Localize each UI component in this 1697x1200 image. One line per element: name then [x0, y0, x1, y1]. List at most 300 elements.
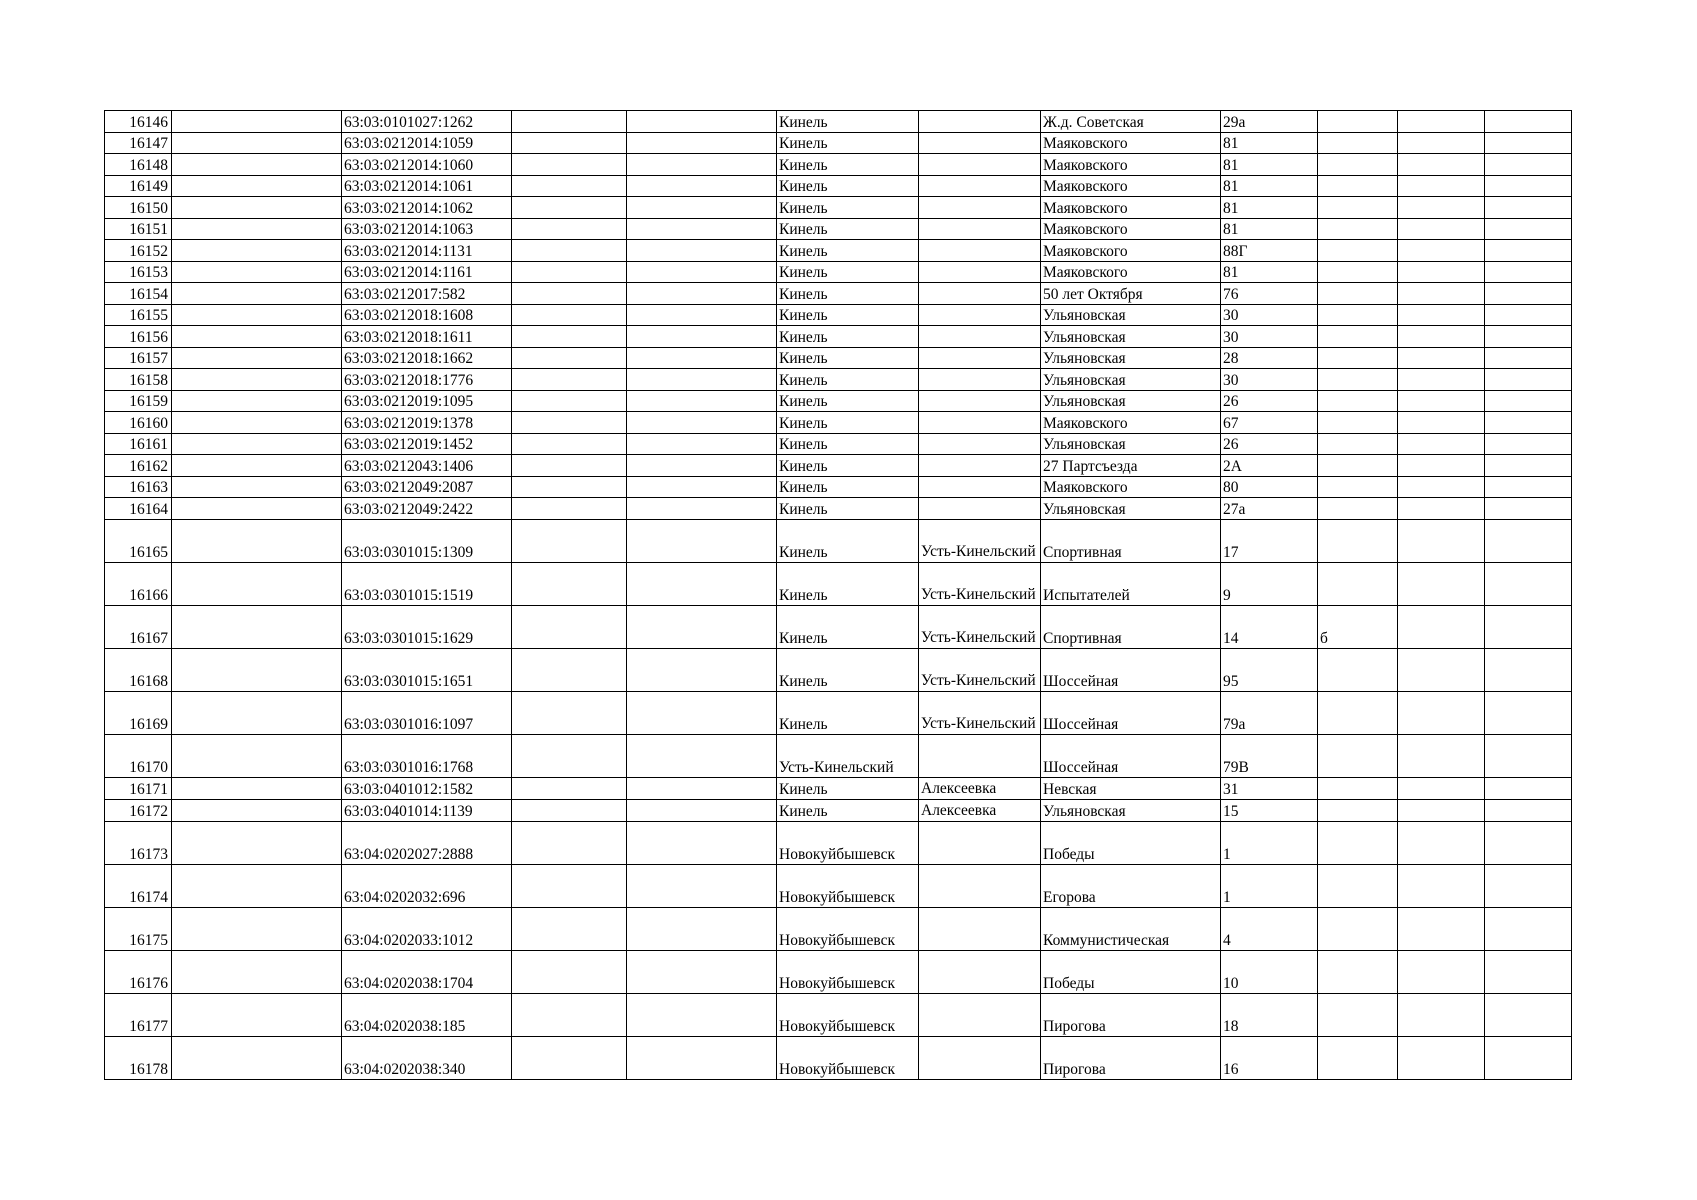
- extra-cell: [1318, 476, 1398, 498]
- extra-cell: [1318, 498, 1398, 520]
- row-number: 16167: [105, 605, 172, 648]
- empty-cell: [1485, 907, 1572, 950]
- table-row: [105, 950, 1572, 993]
- cadastral-number: 63:03:0212014:1059: [342, 132, 512, 154]
- empty-cell: [627, 562, 777, 605]
- empty-cell: [627, 476, 777, 498]
- cadastral-number: 63:04:0202038:185: [342, 993, 512, 1036]
- table-row: [105, 433, 1572, 455]
- extra-cell: [1318, 218, 1398, 240]
- empty-cell: [627, 283, 777, 305]
- empty-cell: [1398, 498, 1485, 520]
- empty-cell: [627, 734, 777, 777]
- cadastral-number: 63:03:0301016:1768: [342, 734, 512, 777]
- extra-cell: [1318, 412, 1398, 434]
- street-cell: Маяковского: [1041, 132, 1221, 154]
- empty-cell: [1398, 691, 1485, 734]
- row-number: 16175: [105, 907, 172, 950]
- street-cell: Шоссейная: [1041, 734, 1221, 777]
- city-cell: Кинель: [777, 132, 919, 154]
- empty-cell: [627, 347, 777, 369]
- empty-cell: [512, 304, 627, 326]
- house-cell: 30: [1221, 369, 1318, 391]
- extra-cell: [1318, 562, 1398, 605]
- row-number: 16157: [105, 347, 172, 369]
- house-cell: 30: [1221, 326, 1318, 348]
- house-cell: 27а: [1221, 498, 1318, 520]
- empty-cell: [1398, 734, 1485, 777]
- empty-cell: [172, 799, 342, 821]
- empty-cell: [627, 412, 777, 434]
- row-number: 16146: [105, 111, 172, 133]
- city-cell: Кинель: [777, 498, 919, 520]
- street-cell: Маяковского: [1041, 197, 1221, 219]
- locality-cell: [919, 347, 1041, 369]
- city-cell: Новокуйбышевск: [777, 864, 919, 907]
- empty-cell: [172, 240, 342, 262]
- street-cell: Ж.д. Советская: [1041, 111, 1221, 133]
- empty-cell: [627, 950, 777, 993]
- empty-cell: [1485, 175, 1572, 197]
- empty-cell: [1398, 993, 1485, 1036]
- city-cell: Кинель: [777, 326, 919, 348]
- street-cell: Спортивная: [1041, 605, 1221, 648]
- house-cell: 17: [1221, 519, 1318, 562]
- city-cell: Кинель: [777, 412, 919, 434]
- empty-cell: [1485, 734, 1572, 777]
- cadastral-number: 63:03:0101027:1262: [342, 111, 512, 133]
- empty-cell: [172, 304, 342, 326]
- empty-cell: [1485, 283, 1572, 305]
- empty-cell: [1398, 648, 1485, 691]
- empty-cell: [627, 240, 777, 262]
- empty-cell: [627, 864, 777, 907]
- empty-cell: [512, 154, 627, 176]
- cadastral-number: 63:03:0212014:1161: [342, 261, 512, 283]
- empty-cell: [627, 799, 777, 821]
- house-cell: 28: [1221, 347, 1318, 369]
- empty-cell: [172, 111, 342, 133]
- locality-cell: Усть-Кинельский: [919, 691, 1041, 734]
- table-row: [105, 175, 1572, 197]
- extra-cell: [1318, 691, 1398, 734]
- empty-cell: [1485, 304, 1572, 326]
- locality-cell: [919, 304, 1041, 326]
- row-number: 16156: [105, 326, 172, 348]
- empty-cell: [172, 777, 342, 799]
- empty-cell: [627, 498, 777, 520]
- city-cell: Кинель: [777, 562, 919, 605]
- extra-cell: [1318, 132, 1398, 154]
- empty-cell: [512, 907, 627, 950]
- empty-cell: [1485, 519, 1572, 562]
- locality-cell: Алексеевка: [919, 777, 1041, 799]
- empty-cell: [512, 562, 627, 605]
- empty-cell: [1398, 154, 1485, 176]
- street-cell: Испытателей: [1041, 562, 1221, 605]
- empty-cell: [172, 261, 342, 283]
- empty-cell: [1398, 799, 1485, 821]
- row-number: 16168: [105, 648, 172, 691]
- empty-cell: [1398, 1036, 1485, 1079]
- cadastral-number: 63:03:0212019:1095: [342, 390, 512, 412]
- street-cell: Маяковского: [1041, 154, 1221, 176]
- city-cell: Кинель: [777, 283, 919, 305]
- cadastral-number: 63:03:0301015:1309: [342, 519, 512, 562]
- empty-cell: [512, 261, 627, 283]
- row-number: 16176: [105, 950, 172, 993]
- empty-cell: [172, 864, 342, 907]
- extra-cell: [1318, 907, 1398, 950]
- empty-cell: [172, 821, 342, 864]
- house-cell: 67: [1221, 412, 1318, 434]
- city-cell: Новокуйбышевск: [777, 821, 919, 864]
- empty-cell: [172, 175, 342, 197]
- empty-cell: [1485, 605, 1572, 648]
- locality-cell: [919, 950, 1041, 993]
- row-number: 16151: [105, 218, 172, 240]
- empty-cell: [627, 261, 777, 283]
- cadastral-number: 63:03:0212014:1061: [342, 175, 512, 197]
- empty-cell: [512, 821, 627, 864]
- empty-cell: [1398, 412, 1485, 434]
- empty-cell: [512, 240, 627, 262]
- street-cell: Коммунистическая: [1041, 907, 1221, 950]
- empty-cell: [1485, 347, 1572, 369]
- cadastral-number: 63:03:0301015:1651: [342, 648, 512, 691]
- extra-cell: [1318, 347, 1398, 369]
- extra-cell: [1318, 304, 1398, 326]
- city-cell: Кинель: [777, 261, 919, 283]
- cadastral-number: 63:03:0212018:1611: [342, 326, 512, 348]
- empty-cell: [1485, 498, 1572, 520]
- street-cell: Победы: [1041, 821, 1221, 864]
- city-cell: Кинель: [777, 605, 919, 648]
- cadastral-number: 63:03:0401014:1139: [342, 799, 512, 821]
- house-cell: 30: [1221, 304, 1318, 326]
- cadastral-number: 63:03:0212018:1608: [342, 304, 512, 326]
- extra-cell: [1318, 326, 1398, 348]
- empty-cell: [512, 519, 627, 562]
- empty-cell: [512, 648, 627, 691]
- empty-cell: [627, 218, 777, 240]
- extra-cell: [1318, 240, 1398, 262]
- empty-cell: [627, 605, 777, 648]
- city-cell: Кинель: [777, 154, 919, 176]
- empty-cell: [627, 390, 777, 412]
- cadastral-number: 63:03:0212017:582: [342, 283, 512, 305]
- empty-cell: [512, 347, 627, 369]
- extra-cell: [1318, 283, 1398, 305]
- city-cell: Кинель: [777, 648, 919, 691]
- empty-cell: [627, 993, 777, 1036]
- extra-cell: [1318, 734, 1398, 777]
- empty-cell: [1398, 864, 1485, 907]
- empty-cell: [172, 950, 342, 993]
- empty-cell: [1485, 326, 1572, 348]
- city-cell: Новокуйбышевск: [777, 993, 919, 1036]
- city-cell: Кинель: [777, 433, 919, 455]
- empty-cell: [512, 799, 627, 821]
- locality-cell: [919, 369, 1041, 391]
- empty-cell: [172, 154, 342, 176]
- row-number: 16169: [105, 691, 172, 734]
- empty-cell: [512, 132, 627, 154]
- table-row: [105, 412, 1572, 434]
- street-cell: Пирогова: [1041, 1036, 1221, 1079]
- cadastral-number: 63:03:0212014:1063: [342, 218, 512, 240]
- row-number: 16147: [105, 132, 172, 154]
- empty-cell: [1485, 261, 1572, 283]
- empty-cell: [627, 777, 777, 799]
- empty-cell: [1485, 369, 1572, 391]
- empty-cell: [1398, 111, 1485, 133]
- table-row: [105, 154, 1572, 176]
- street-cell: Ульяновская: [1041, 347, 1221, 369]
- house-cell: 4: [1221, 907, 1318, 950]
- empty-cell: [1485, 240, 1572, 262]
- house-cell: 79а: [1221, 691, 1318, 734]
- city-cell: Кинель: [777, 691, 919, 734]
- street-cell: Маяковского: [1041, 476, 1221, 498]
- cadastral-number: 63:03:0212049:2422: [342, 498, 512, 520]
- table-row: [105, 799, 1572, 821]
- empty-cell: [1398, 347, 1485, 369]
- empty-cell: [1398, 390, 1485, 412]
- house-cell: 26: [1221, 433, 1318, 455]
- extra-cell: [1318, 261, 1398, 283]
- table-row: [105, 240, 1572, 262]
- empty-cell: [512, 218, 627, 240]
- empty-cell: [172, 132, 342, 154]
- empty-cell: [627, 519, 777, 562]
- cadastral-number: 63:03:0212014:1060: [342, 154, 512, 176]
- locality-cell: [919, 734, 1041, 777]
- empty-cell: [1485, 154, 1572, 176]
- table-row: [105, 1036, 1572, 1079]
- house-cell: 81: [1221, 218, 1318, 240]
- cadastral-number: 63:04:0202032:696: [342, 864, 512, 907]
- table-row: [105, 648, 1572, 691]
- empty-cell: [627, 691, 777, 734]
- locality-cell: [919, 907, 1041, 950]
- row-number: 16171: [105, 777, 172, 799]
- empty-cell: [512, 605, 627, 648]
- locality-cell: [919, 412, 1041, 434]
- city-cell: Кинель: [777, 240, 919, 262]
- locality-cell: [919, 240, 1041, 262]
- empty-cell: [172, 347, 342, 369]
- empty-cell: [512, 175, 627, 197]
- empty-cell: [627, 369, 777, 391]
- house-cell: 2А: [1221, 455, 1318, 477]
- table-body: [105, 111, 1572, 1080]
- street-cell: Ульяновская: [1041, 326, 1221, 348]
- locality-cell: [919, 111, 1041, 133]
- cadastral-number: 63:03:0212019:1378: [342, 412, 512, 434]
- table-row: [105, 476, 1572, 498]
- locality-cell: Усть-Кинельский: [919, 519, 1041, 562]
- empty-cell: [627, 455, 777, 477]
- extra-cell: [1318, 950, 1398, 993]
- empty-cell: [512, 433, 627, 455]
- empty-cell: [512, 390, 627, 412]
- empty-cell: [627, 304, 777, 326]
- row-number: 16164: [105, 498, 172, 520]
- empty-cell: [627, 154, 777, 176]
- city-cell: Кинель: [777, 304, 919, 326]
- empty-cell: [1485, 562, 1572, 605]
- row-number: 16158: [105, 369, 172, 391]
- locality-cell: [919, 455, 1041, 477]
- street-cell: Невская: [1041, 777, 1221, 799]
- street-cell: Маяковского: [1041, 412, 1221, 434]
- extra-cell: [1318, 433, 1398, 455]
- empty-cell: [1398, 304, 1485, 326]
- locality-cell: Усть-Кинельский: [919, 605, 1041, 648]
- city-cell: Усть-Кинельский: [777, 734, 919, 777]
- extra-cell: [1318, 648, 1398, 691]
- empty-cell: [1485, 648, 1572, 691]
- empty-cell: [1398, 283, 1485, 305]
- house-cell: 9: [1221, 562, 1318, 605]
- empty-cell: [172, 562, 342, 605]
- city-cell: Кинель: [777, 111, 919, 133]
- empty-cell: [1398, 562, 1485, 605]
- empty-cell: [172, 907, 342, 950]
- locality-cell: [919, 433, 1041, 455]
- house-cell: 79В: [1221, 734, 1318, 777]
- empty-cell: [512, 691, 627, 734]
- locality-cell: [919, 154, 1041, 176]
- cadastral-number: 63:03:0212043:1406: [342, 455, 512, 477]
- empty-cell: [627, 821, 777, 864]
- table-row: [105, 132, 1572, 154]
- city-cell: Кинель: [777, 455, 919, 477]
- street-cell: Ульяновская: [1041, 433, 1221, 455]
- locality-cell: [919, 261, 1041, 283]
- cadastral-number: 63:03:0301015:1629: [342, 605, 512, 648]
- locality-cell: [919, 1036, 1041, 1079]
- empty-cell: [1485, 455, 1572, 477]
- empty-cell: [172, 218, 342, 240]
- extra-cell: [1318, 519, 1398, 562]
- house-cell: 16: [1221, 1036, 1318, 1079]
- table-row: [105, 734, 1572, 777]
- empty-cell: [1485, 390, 1572, 412]
- house-cell: 31: [1221, 777, 1318, 799]
- empty-cell: [172, 605, 342, 648]
- extra-cell: [1318, 864, 1398, 907]
- empty-cell: [512, 412, 627, 434]
- empty-cell: [1398, 326, 1485, 348]
- empty-cell: [172, 691, 342, 734]
- locality-cell: [919, 283, 1041, 305]
- cadastral-number: 63:03:0301015:1519: [342, 562, 512, 605]
- empty-cell: [1485, 197, 1572, 219]
- empty-cell: [1398, 218, 1485, 240]
- street-cell: Маяковского: [1041, 175, 1221, 197]
- row-number: 16178: [105, 1036, 172, 1079]
- empty-cell: [627, 197, 777, 219]
- house-cell: 88Г: [1221, 240, 1318, 262]
- row-number: 16173: [105, 821, 172, 864]
- extra-cell: [1318, 777, 1398, 799]
- locality-cell: [919, 993, 1041, 1036]
- empty-cell: [627, 111, 777, 133]
- empty-cell: [172, 519, 342, 562]
- empty-cell: [172, 648, 342, 691]
- city-cell: Кинель: [777, 799, 919, 821]
- street-cell: Маяковского: [1041, 261, 1221, 283]
- empty-cell: [172, 369, 342, 391]
- empty-cell: [1398, 132, 1485, 154]
- street-cell: Ульяновская: [1041, 369, 1221, 391]
- empty-cell: [512, 326, 627, 348]
- row-number: 16166: [105, 562, 172, 605]
- table-row: [105, 821, 1572, 864]
- empty-cell: [1485, 111, 1572, 133]
- empty-cell: [172, 455, 342, 477]
- empty-cell: [1398, 455, 1485, 477]
- street-cell: Егорова: [1041, 864, 1221, 907]
- table-row: [105, 111, 1572, 133]
- cadastral-number: 63:03:0212049:2087: [342, 476, 512, 498]
- empty-cell: [627, 648, 777, 691]
- row-number: 16172: [105, 799, 172, 821]
- city-cell: Новокуйбышевск: [777, 1036, 919, 1079]
- house-cell: 76: [1221, 283, 1318, 305]
- empty-cell: [172, 476, 342, 498]
- empty-cell: [512, 1036, 627, 1079]
- city-cell: Кинель: [777, 218, 919, 240]
- empty-cell: [512, 369, 627, 391]
- empty-cell: [512, 476, 627, 498]
- empty-cell: [1485, 412, 1572, 434]
- empty-cell: [1398, 240, 1485, 262]
- cadastral-number: 63:04:0202033:1012: [342, 907, 512, 950]
- street-cell: Маяковского: [1041, 240, 1221, 262]
- empty-cell: [627, 907, 777, 950]
- city-cell: Кинель: [777, 197, 919, 219]
- registry-table: [104, 110, 1572, 1080]
- city-cell: Кинель: [777, 369, 919, 391]
- row-number: 16170: [105, 734, 172, 777]
- cadastral-number: 63:03:0212019:1452: [342, 433, 512, 455]
- table-row: [105, 455, 1572, 477]
- extra-cell: [1318, 111, 1398, 133]
- street-cell: Ульяновская: [1041, 498, 1221, 520]
- street-cell: Ульяновская: [1041, 304, 1221, 326]
- row-number: 16154: [105, 283, 172, 305]
- street-cell: Ульяновская: [1041, 390, 1221, 412]
- cadastral-number: 63:03:0212014:1062: [342, 197, 512, 219]
- locality-cell: Усть-Кинельский: [919, 648, 1041, 691]
- cadastral-number: 63:04:0202027:2888: [342, 821, 512, 864]
- empty-cell: [1485, 218, 1572, 240]
- empty-cell: [512, 864, 627, 907]
- house-cell: 81: [1221, 261, 1318, 283]
- house-cell: 15: [1221, 799, 1318, 821]
- extra-cell: [1318, 799, 1398, 821]
- empty-cell: [1398, 519, 1485, 562]
- row-number: 16160: [105, 412, 172, 434]
- empty-cell: [512, 455, 627, 477]
- city-cell: Кинель: [777, 519, 919, 562]
- empty-cell: [1398, 950, 1485, 993]
- empty-cell: [172, 993, 342, 1036]
- house-cell: 26: [1221, 390, 1318, 412]
